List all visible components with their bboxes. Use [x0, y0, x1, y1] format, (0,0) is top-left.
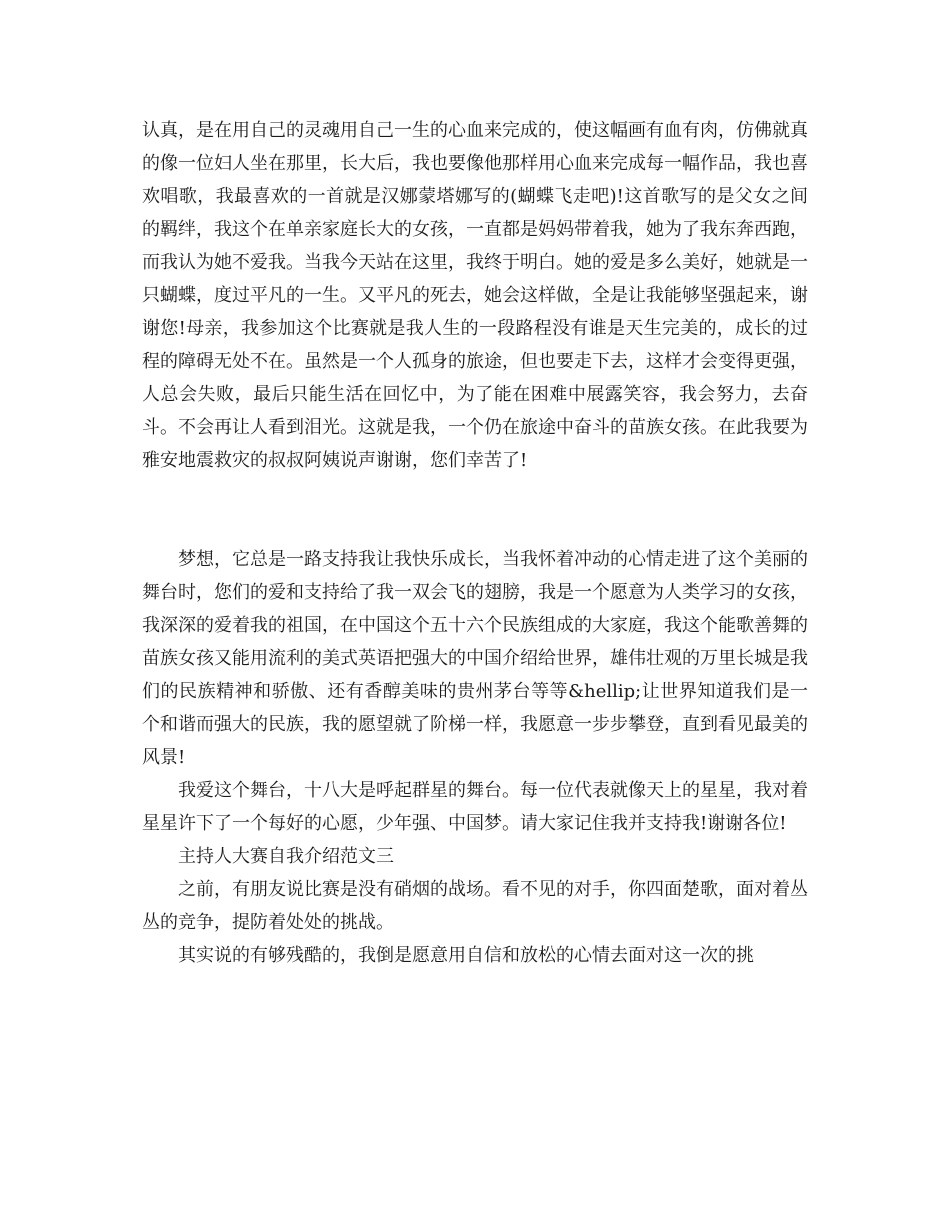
paragraph-1: 认真，是在用自己的灵魂用自己一生的心血来完成的，使这幅画有血有肉，仿佛就真的像一位妇人坐在那里，长大后，我也要像他那样用心血来完成每一幅作品，我也喜欢唱歌，我最喜欢的一首就是汉娜蒙塔娜写的(蝴蝶飞走吧)!这首歌写的是父女之间的羁绊，我这个在单亲家庭长大的女孩，一直都是妈妈带着我，她为了我东奔西跑，而我认为她不爱我。当我今天站在这里，我终于明白。她的爱是多么美好，她就是一只蝴蝶，度过平凡的一生。又平凡的死去，她会这样做，全是让我能够坚强起来，谢谢您!母亲，我参加这个比赛就是我人生的一段路程没有谁是天生完美的，成长的过程的障碍无处不在。虽然是一个人孤身的旅途，但也要走下去，这样才会变得更强，人总会失败，最后只能生活在回忆中，为了能在困难中展露笑容，我会努力，去奋斗。不会再让人看到泪光。这就是我，一个仍在旅途中奋斗的苗族女孩。在此我要为雅安地震救灾的叔叔阿姨说声谢谢，您们幸苦了! — [142, 120, 808, 471]
paragraph-5: 之前，有朋友说比赛是没有硝烟的战场。看不见的对手，你四面楚歌，面对着丛丛的竞争，提防着处处的挑战。 — [142, 879, 808, 933]
paragraph-6: 其实说的有够残酷的，我倒是愿意用自信和放松的心情去面对这一次的挑 — [178, 945, 754, 966]
paragraph-2: 梦想，它总是一路支持我让我快乐成长，当我怀着冲动的心情走进了这个美丽的舞台时，您们的爱和支持给了我一双会飞的翅膀，我是一个愿意为人类学习的女孩，我深深的爱着我的祖国，在中国这个五十六个民族组成的大家庭，我这个能歌善舞的苗族女孩又能用流利的美式英语把强大的中国介绍给世界，雄伟壮观的万里长城是我们的民族精神和骄傲、还有香醇美味的贵州茅台等等&hellip;让世界知道我们是一个和谐而强大的民族，我的愿望就了阶梯一样，我愿意一步步攀登，直到看见最美的风景! — [142, 549, 808, 768]
document-body — [142, 114, 808, 972]
paragraph-spacer — [142, 510, 808, 543]
paragraph-spacer — [142, 477, 808, 510]
paragraph-3: 我爱这个舞台，十八大是呼起群星的舞台。每一位代表就像天上的星星，我对着星星许下了一个每好的心愿，少年强、中国梦。请大家记住我并支持我!谢谢各位! — [142, 780, 808, 834]
section-heading: 主持人大赛自我介绍范文三 — [178, 846, 394, 867]
